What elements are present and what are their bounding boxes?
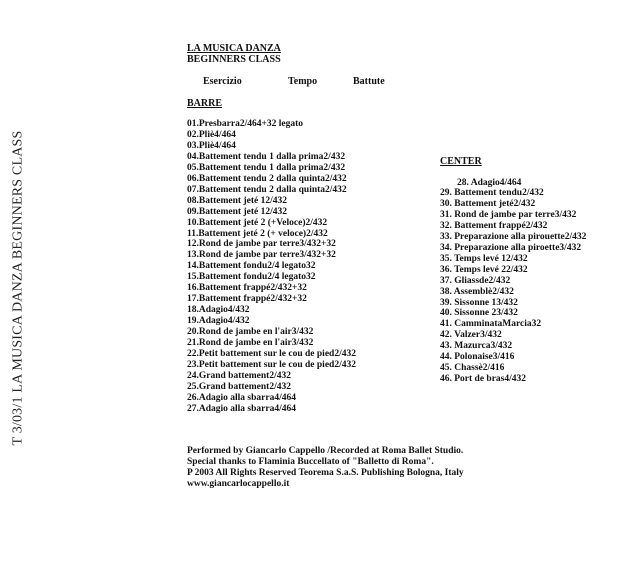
center-heading: CENTER bbox=[440, 156, 482, 167]
track-item: 21.Rond de jambe en l'air3/432 bbox=[187, 338, 314, 349]
track-item: 24.Grand battement2/432 bbox=[187, 370, 291, 381]
credits-copyright: P 2003 All Rights Reserved Teorema S.a.S. Publishing Bologna, Italy bbox=[187, 468, 464, 478]
spine-label bbox=[4, 0, 32, 576]
track-item: 39. Sissonne 13/432 bbox=[440, 297, 518, 308]
track-item: 15.Battement fondu2/4 legato32 bbox=[187, 272, 316, 283]
track-item: 36. Temps levé 22/432 bbox=[440, 264, 528, 275]
track-item: 40. Sissonne 23/432 bbox=[440, 308, 518, 319]
track-item: 41. CamminataMarcia32 bbox=[440, 319, 542, 330]
track-item: 38. Assemblè2/432 bbox=[440, 286, 514, 297]
track-item: 27.Adagio alla sbarra4/464 bbox=[187, 403, 296, 414]
document-subtitle: BEGINNERS CLASS bbox=[187, 54, 281, 65]
track-item: 18.Adagio4/432 bbox=[187, 305, 250, 316]
track-item: 08.Battement jeté 12/432 bbox=[187, 195, 287, 206]
track-item: 37. Gliassde2/432 bbox=[440, 275, 511, 286]
track-item: 16.Battement frappé2/432+32 bbox=[187, 283, 307, 294]
barre-heading: BARRE bbox=[187, 98, 223, 109]
track-item: 44. Polonaise3/416 bbox=[440, 352, 515, 363]
credits bbox=[187, 446, 464, 490]
credits-performer: Performed by Giancarlo Cappello /Recorded at Roma Ballet Studio. bbox=[187, 446, 464, 456]
track-item: 03.Pliè4/464 bbox=[187, 140, 236, 151]
spine-text: T 3/03/1 LA MUSICA DANZA BEGINNERS CLASS bbox=[10, 130, 26, 446]
track-item: 20.Rond de jambe en l'air3/432 bbox=[187, 327, 314, 338]
track-item: 14.Battement fondu2/4 legato32 bbox=[187, 261, 316, 272]
center-track-first: 28. Adagio4/464 bbox=[457, 178, 522, 188]
document-title: LA MUSICA DANZA bbox=[187, 43, 281, 54]
track-item: 31. Rond de jambe par terre3/432 bbox=[440, 209, 577, 220]
track-item: 45. Chassè2/416 bbox=[440, 363, 505, 374]
column-header-esercizio: Esercizio bbox=[203, 76, 242, 87]
credits-thanks: Special thanks to Flaminia Buccellato of "Balletto di Roma". bbox=[187, 457, 434, 467]
track-item: 46. Port de bras4/432 bbox=[440, 374, 527, 385]
column-header-battute: Battute bbox=[353, 76, 385, 87]
track-item: 30. Battement jeté2/432 bbox=[440, 198, 536, 209]
track-item: 11.Battement jeté 2 (+ veloce)2/432 bbox=[187, 228, 328, 239]
track-item: 06.Battement tendu 2 dalla quinta2/432 bbox=[187, 173, 347, 184]
track-item: 05.Battement tendu 1 dalla prima2/432 bbox=[187, 162, 346, 173]
track-item: 22.Petit battement sur le cou de pied2/432 bbox=[187, 349, 356, 360]
track-item: 25.Grand battement2/432 bbox=[187, 381, 291, 392]
track-item: 19.Adagio4/432 bbox=[187, 316, 250, 327]
track-item: 13.Rond de jambe par terre3/432+32 bbox=[187, 250, 336, 261]
track-item: 32. Battement frappé2/432 bbox=[440, 220, 548, 231]
track-item: 10.Battement jeté 2 (+Veloce)2/432 bbox=[187, 217, 328, 228]
track-item: 01.Presbarra2/464+32 legato bbox=[187, 119, 304, 129]
credits-website: www.giancarlocappello.it bbox=[187, 479, 290, 489]
track-item: 07.Battement tendu 2 dalla quinta2/432 bbox=[187, 184, 347, 195]
track-item: 17.Battement frappé2/432+32 bbox=[187, 294, 307, 305]
track-item: 34. Preparazione alla piroette3/432 bbox=[440, 242, 582, 253]
track-item: 35. Temps levé 12/432 bbox=[440, 253, 528, 264]
track-item: 09.Battement jeté 12/432 bbox=[187, 206, 287, 217]
track-item: 42. Valzer3/432 bbox=[440, 330, 502, 341]
column-header-tempo: Tempo bbox=[288, 76, 318, 87]
track-item: 29. Battement tendu2/432 bbox=[440, 188, 544, 198]
header bbox=[187, 43, 281, 65]
track-item: 26.Adagio alla sbarra4/464 bbox=[187, 392, 296, 403]
track-item: 23.Petit battement sur le cou de pied2/432 bbox=[187, 359, 356, 370]
track-item: 02.Pliè4/464 bbox=[187, 129, 236, 140]
barre-track-list bbox=[187, 119, 356, 415]
track-item: 04.Battement tendu 1 dalla prima2/432 bbox=[187, 151, 346, 162]
track-item: 43. Mazurca3/432 bbox=[440, 341, 513, 352]
track-item: 33. Preparazione alla pirouette2/432 bbox=[440, 231, 587, 242]
track-item: 12.Rond de jambe par terre3/432+32 bbox=[187, 239, 336, 250]
center-track-list bbox=[440, 188, 586, 385]
